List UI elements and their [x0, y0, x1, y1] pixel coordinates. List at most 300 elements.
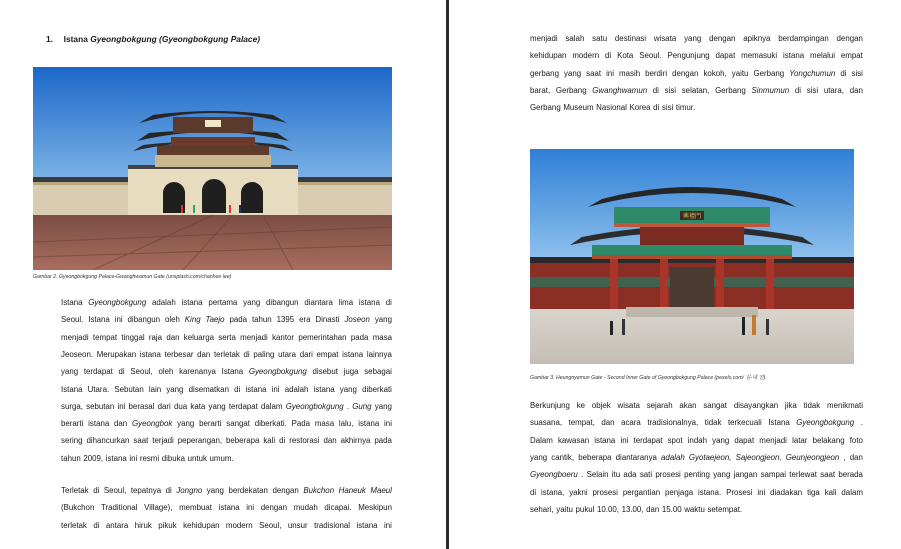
word: dalam [841, 487, 863, 497]
word: yang [177, 419, 195, 429]
word: raja [148, 332, 163, 342]
word: . [581, 470, 584, 480]
word: terkecuali [727, 418, 762, 428]
gate-signboard: 興禮門 [682, 213, 702, 220]
word: umum. [209, 453, 234, 463]
word: istana [783, 51, 805, 61]
word: gerbang [530, 68, 559, 78]
word: surga, [61, 401, 83, 411]
word: terjadi [152, 436, 174, 446]
word: Seoul, [130, 367, 153, 377]
word: antara [105, 520, 129, 530]
word: yaitu [556, 504, 573, 514]
word: kokoh, [703, 68, 727, 78]
word: Gerbang [753, 68, 785, 78]
word: selatan, [681, 85, 710, 95]
text-line [61, 454, 392, 464]
word: tiga [807, 487, 820, 497]
figure-1-caption: Gambar 2. Gyeongbokgung Palace-Gwanghwamun Gate (unsplash.com/chanhee lee) [33, 274, 232, 280]
word: Bukchon [303, 486, 335, 495]
word: ini [129, 453, 138, 463]
word: sisi [661, 103, 674, 113]
word: terletak [213, 349, 240, 359]
text-line [61, 436, 392, 446]
word: dibangun [127, 315, 161, 325]
word: paling [253, 349, 275, 359]
word: dan [601, 418, 615, 428]
word: ini [384, 419, 392, 429]
word: ini [606, 68, 615, 78]
word: dengan [836, 34, 863, 43]
word: 10.00, [597, 504, 619, 514]
word: Seoul, [103, 486, 127, 495]
word: 13.00, [621, 504, 644, 514]
word: lainnya [366, 349, 392, 359]
word: empat [840, 51, 863, 61]
word: di [279, 436, 286, 446]
word: foto [849, 435, 863, 445]
word: dan [197, 349, 211, 359]
heading-italic: Gyeongbokgung (Gyeongbokgung Palace) [90, 34, 261, 44]
word: disayangkan [733, 401, 779, 410]
word: sering [61, 436, 83, 446]
word: barat, [530, 85, 551, 95]
word: memasuki [741, 51, 778, 61]
word: istana [245, 384, 267, 394]
word: yang [206, 486, 224, 495]
word: yang [712, 435, 730, 445]
word: mudah [293, 503, 318, 513]
word: yang [564, 68, 582, 78]
word: Utara. [87, 384, 110, 394]
text-line [530, 505, 863, 515]
left-page [0, 0, 446, 549]
word: dan [646, 504, 660, 514]
word: yakni [569, 487, 588, 497]
word: istana [139, 349, 161, 359]
word: berdampingan [778, 34, 829, 43]
word: utara, [823, 85, 844, 95]
word: di [794, 85, 802, 95]
word: pikuk [158, 520, 177, 530]
word: lima [338, 298, 354, 307]
word: juga [343, 367, 359, 377]
word: Istana [768, 418, 790, 428]
word: dan [849, 85, 863, 95]
word: masih [619, 68, 641, 78]
figure-2-caption: Gambar 3. Heungnyemun Gate - Second Inner Gate of Gyeongbokgung Palace (pexels.com/ 김-대 진) [530, 375, 766, 381]
word: dari [157, 401, 171, 411]
word: Istana [61, 298, 83, 307]
word: satu [592, 34, 608, 43]
word: suasana, [530, 418, 563, 428]
word: pukul [575, 504, 595, 514]
word: terdapat [228, 401, 258, 411]
word: hiruk [134, 520, 152, 530]
word: kehidupan [183, 520, 220, 530]
text-line [61, 521, 392, 531]
word: beberapa [578, 452, 612, 462]
word: istana [358, 419, 380, 429]
word: indah [687, 435, 707, 445]
word: tinggal [121, 332, 145, 342]
word: Seoul. [61, 315, 84, 325]
word: yang [713, 470, 731, 480]
word: unsur [287, 520, 308, 530]
word: jika [784, 401, 797, 410]
word: tidak [803, 401, 821, 410]
word: sejarah [646, 401, 673, 410]
word: Jeoseon. [61, 349, 94, 359]
word: yang [374, 401, 392, 411]
word: Dinasti [315, 315, 340, 325]
word: menjadi [240, 332, 268, 342]
word: latar [792, 435, 808, 445]
heungnyemun-gate-photo [530, 149, 854, 364]
word: Sebutan [114, 384, 144, 394]
word: istana [342, 349, 364, 359]
section-heading [46, 34, 260, 44]
word: ini [383, 520, 392, 530]
word: kehidupan [530, 51, 567, 61]
word: disematkan [188, 384, 229, 394]
text-line [530, 436, 863, 446]
word: Sajeongjeon, [735, 452, 782, 462]
word: modern [225, 520, 253, 530]
text-line [530, 401, 863, 411]
text-line [530, 470, 863, 480]
word: di [93, 486, 100, 495]
word: di [385, 298, 392, 307]
word: kali [824, 487, 837, 497]
word: Istana [88, 315, 110, 325]
word: saat [820, 470, 836, 480]
word: terdapat [83, 367, 113, 377]
word: menjadi [759, 435, 787, 445]
word: lain [148, 384, 162, 394]
word: sehari, [530, 504, 554, 514]
text-line [530, 418, 863, 428]
right-page [449, 0, 901, 549]
word: destinasi [614, 34, 647, 43]
word: dengan [709, 34, 736, 43]
word: Seoul. [639, 51, 662, 61]
word: pemerintahan [298, 332, 347, 342]
word: terletak [61, 520, 87, 530]
word: sisi [851, 68, 863, 78]
word: dengan [260, 503, 288, 513]
word: . [346, 401, 350, 411]
word: sebutan [86, 401, 115, 411]
word: pada [229, 315, 248, 325]
word: di [605, 51, 612, 61]
word: spot [667, 435, 683, 445]
word: pada [374, 436, 392, 446]
text-line [61, 367, 392, 377]
word: Gyeongbokgung [88, 298, 147, 307]
word: Pada [291, 419, 311, 429]
word: diadakan [770, 487, 803, 497]
word: yaitu [731, 68, 749, 78]
word: dicapai. [324, 503, 352, 513]
text-line [61, 419, 392, 429]
word: Sinmumun [751, 85, 790, 95]
word: belakang [812, 435, 845, 445]
word: utara [278, 349, 297, 359]
word: saat [133, 436, 149, 446]
word: menikmati [827, 401, 863, 410]
word: dari [299, 349, 313, 359]
word: 2009, [83, 453, 104, 463]
word: modern [572, 51, 600, 61]
word: Gyotaejeon, [688, 452, 732, 462]
word: menjadi [61, 332, 89, 342]
text-line [530, 34, 863, 44]
text-line [61, 298, 392, 308]
word: Gyeongboeru [530, 470, 578, 480]
word: itu [611, 470, 621, 480]
word: jangan [733, 470, 758, 480]
word: berdekatan [228, 486, 268, 495]
word: dihancurkan [86, 436, 130, 446]
word: beberapa [226, 436, 260, 446]
word: tidak [704, 418, 722, 428]
word: prosesi [592, 487, 618, 497]
text-line [61, 503, 392, 513]
word: istana [181, 298, 203, 307]
word: akan [679, 401, 697, 410]
word: Joseon [344, 315, 370, 325]
word: Kota [617, 51, 634, 61]
text-line [61, 350, 392, 360]
word: berdiri [645, 68, 668, 78]
word: Terletak [61, 486, 89, 495]
word: cantik, [551, 452, 575, 462]
word: setempat. [707, 504, 743, 514]
word: salah [565, 34, 585, 43]
word: di [93, 520, 100, 530]
word: berasal [128, 401, 155, 411]
text-line [530, 488, 863, 498]
word: yang [166, 384, 184, 394]
word: Yongchumun [789, 68, 836, 78]
word: King [184, 315, 201, 325]
word: Geunjeongjeon [785, 452, 840, 462]
word: diberkati. [254, 419, 287, 429]
word: istana [358, 298, 380, 307]
word: 1395 [276, 315, 295, 325]
word: menjadi [530, 34, 558, 43]
word: dalam [261, 401, 283, 411]
word: sebagai [364, 367, 392, 377]
word: diberkati [362, 384, 392, 394]
word: Korea [629, 103, 651, 113]
word: dan [323, 436, 337, 446]
word: istana [313, 384, 335, 394]
word: apiknya [743, 34, 771, 43]
word: istana, [541, 487, 565, 497]
text-line [61, 333, 392, 343]
word: Gyeongbokgung [248, 367, 307, 377]
word: ini [117, 401, 126, 411]
word: yang [339, 384, 357, 394]
word: dan [166, 332, 180, 342]
word: Taejo [205, 315, 225, 325]
word: sati [639, 470, 653, 480]
word: di [118, 367, 125, 377]
word: kawasan [557, 435, 590, 445]
heungnyemun-illustration [530, 149, 854, 364]
text-line [61, 385, 392, 395]
word: prosesi [655, 470, 681, 480]
word: di [165, 486, 172, 495]
word: Berkunjung [530, 401, 570, 410]
word: pertama [208, 298, 238, 307]
word: di [652, 85, 659, 95]
text-line [61, 315, 392, 325]
word: dibangun [266, 298, 299, 307]
word: yang [243, 298, 261, 307]
word: oleh [158, 367, 174, 377]
word: empat [316, 349, 339, 359]
word: adalah [661, 452, 685, 462]
text-line [530, 69, 863, 79]
word: Gerbang [555, 85, 587, 95]
word: Prosesi [726, 487, 753, 497]
word: Gyeongbok [132, 419, 173, 429]
word: dua [174, 401, 188, 411]
word: era [299, 315, 311, 325]
word: karenanya [179, 367, 216, 377]
word: untuk [187, 453, 207, 463]
word: terdapat [633, 435, 663, 445]
word: Merupakan [96, 349, 137, 359]
word: ini [246, 503, 255, 513]
word: melalui [810, 51, 836, 61]
word: ini [271, 384, 280, 394]
word: yang [208, 401, 226, 411]
word: saat [586, 68, 602, 78]
word: tahun [61, 453, 81, 463]
word: wisata [653, 34, 677, 43]
word: Gyeongbokgung [285, 401, 344, 411]
word: ada [623, 470, 637, 480]
word: Pengunjung [667, 51, 710, 61]
word: Maeul [370, 486, 392, 495]
word: kali [263, 436, 276, 446]
word: keluarga [183, 332, 215, 342]
text-line [530, 86, 863, 96]
word: timur. [675, 103, 696, 113]
word: dan [849, 452, 863, 462]
word: tepatnya [130, 486, 162, 495]
word: adalah [284, 384, 309, 394]
word: tempat, [568, 418, 595, 428]
word: sangat [703, 401, 728, 410]
word: resmi [139, 453, 160, 463]
word: Istana [221, 367, 244, 377]
word: dan [114, 419, 128, 429]
gwanghwamun-gate-photo [33, 67, 392, 270]
word: istana [105, 453, 127, 463]
word: kata [190, 401, 206, 411]
text-line [530, 453, 863, 463]
text-line [530, 103, 863, 113]
word: istana [594, 435, 616, 445]
word: objek [591, 401, 611, 410]
word: yang [684, 34, 702, 43]
word: yang [374, 315, 392, 325]
word: Museum [563, 103, 594, 113]
text-line [61, 486, 392, 496]
word: . [860, 418, 863, 428]
word: adalah [152, 298, 176, 307]
word: penting [684, 470, 710, 480]
word: sangat [226, 419, 250, 429]
heading-prefix: Istana [63, 34, 88, 44]
word: terbesar [164, 349, 194, 359]
word: Selain [586, 470, 609, 480]
word: di [234, 384, 241, 394]
word: membuat [179, 503, 212, 513]
word: oleh [164, 315, 180, 325]
word: Istana [61, 384, 83, 394]
word: dapat [715, 51, 736, 61]
word: disebut [312, 367, 338, 377]
word: terlewat [789, 470, 817, 480]
word: dibuka [161, 453, 185, 463]
word: dapat [734, 435, 755, 445]
word: tradisionalnya, [647, 418, 699, 428]
word: istana [356, 520, 378, 530]
text-line [61, 402, 392, 412]
word: tahun [251, 315, 272, 325]
word: Dalam [530, 435, 553, 445]
word: Gerbang [715, 85, 746, 95]
word: yang [61, 367, 79, 377]
word: akhirnya [340, 436, 371, 446]
word: Gyeongbokgung [796, 418, 855, 428]
word: masa [314, 419, 335, 429]
word: Gung [352, 401, 372, 411]
word: 15.00 [661, 504, 682, 514]
word: penjaga [665, 487, 694, 497]
word: berarti [199, 419, 222, 429]
word: masa [372, 332, 392, 342]
word: dengan [272, 486, 299, 495]
word: Nasional [596, 103, 627, 113]
word: restorasi [289, 436, 320, 446]
word: Meskipun [358, 503, 392, 513]
word: kantor [272, 332, 295, 342]
word: ini [114, 315, 123, 325]
word: lalu, [338, 419, 354, 429]
word: diantara [304, 298, 333, 307]
word: pada [350, 332, 369, 342]
word: istana [218, 503, 240, 513]
word: , [843, 452, 846, 462]
word: berada [838, 470, 863, 480]
word: berarti [61, 419, 84, 429]
word: acara [621, 418, 641, 428]
word: Traditional [100, 503, 138, 513]
word: istana [88, 419, 110, 429]
word: wisata [617, 401, 640, 410]
word: Jongno [176, 486, 203, 495]
word: sampai [760, 470, 787, 480]
word: yang [530, 452, 548, 462]
word: serta [218, 332, 236, 342]
